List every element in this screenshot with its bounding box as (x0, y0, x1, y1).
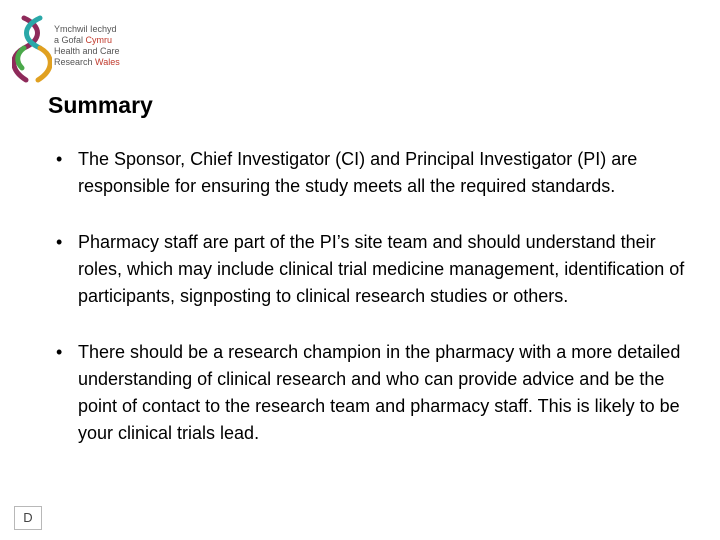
bullet-dot: • (56, 342, 63, 362)
logo-helix-icon (12, 14, 52, 86)
bullet-text: There should be a research champion in the pharmacy with a more detailed understanding of clinical research and who can provide advice and be the point of contact to the research team and pharmacy staff. This is likely to be your clinical trials lead. (78, 342, 681, 443)
slide-title: Summary (48, 92, 153, 118)
logo-line-3: Health and Care (54, 46, 120, 56)
bullet-item (56, 229, 696, 310)
logo (12, 14, 152, 86)
logo-line-1: Ymchwil Iechyd (54, 24, 117, 34)
logo-line-2: a Gofal Cymru (54, 35, 113, 45)
bullet-text: Pharmacy staff are part of the PI’s site team and should understand their roles, which may include clinical trial medicine management, identification of participants, signposting to clinical research studies or others. (78, 232, 685, 306)
logo-line-4: Research Wales (54, 57, 120, 67)
bullet-item (56, 146, 696, 200)
bullet-dot: • (56, 149, 63, 169)
bullet-list (56, 146, 696, 447)
bullet-text: The Sponsor, Chief Investigator (CI) and Principal Investigator (PI) are responsible for ensuring the study meets all the required standards. (78, 149, 638, 196)
slide-nav-button[interactable]: D (14, 506, 42, 530)
bullet-dot: • (56, 232, 63, 252)
logo-text (54, 24, 120, 68)
bullet-item (56, 339, 696, 447)
